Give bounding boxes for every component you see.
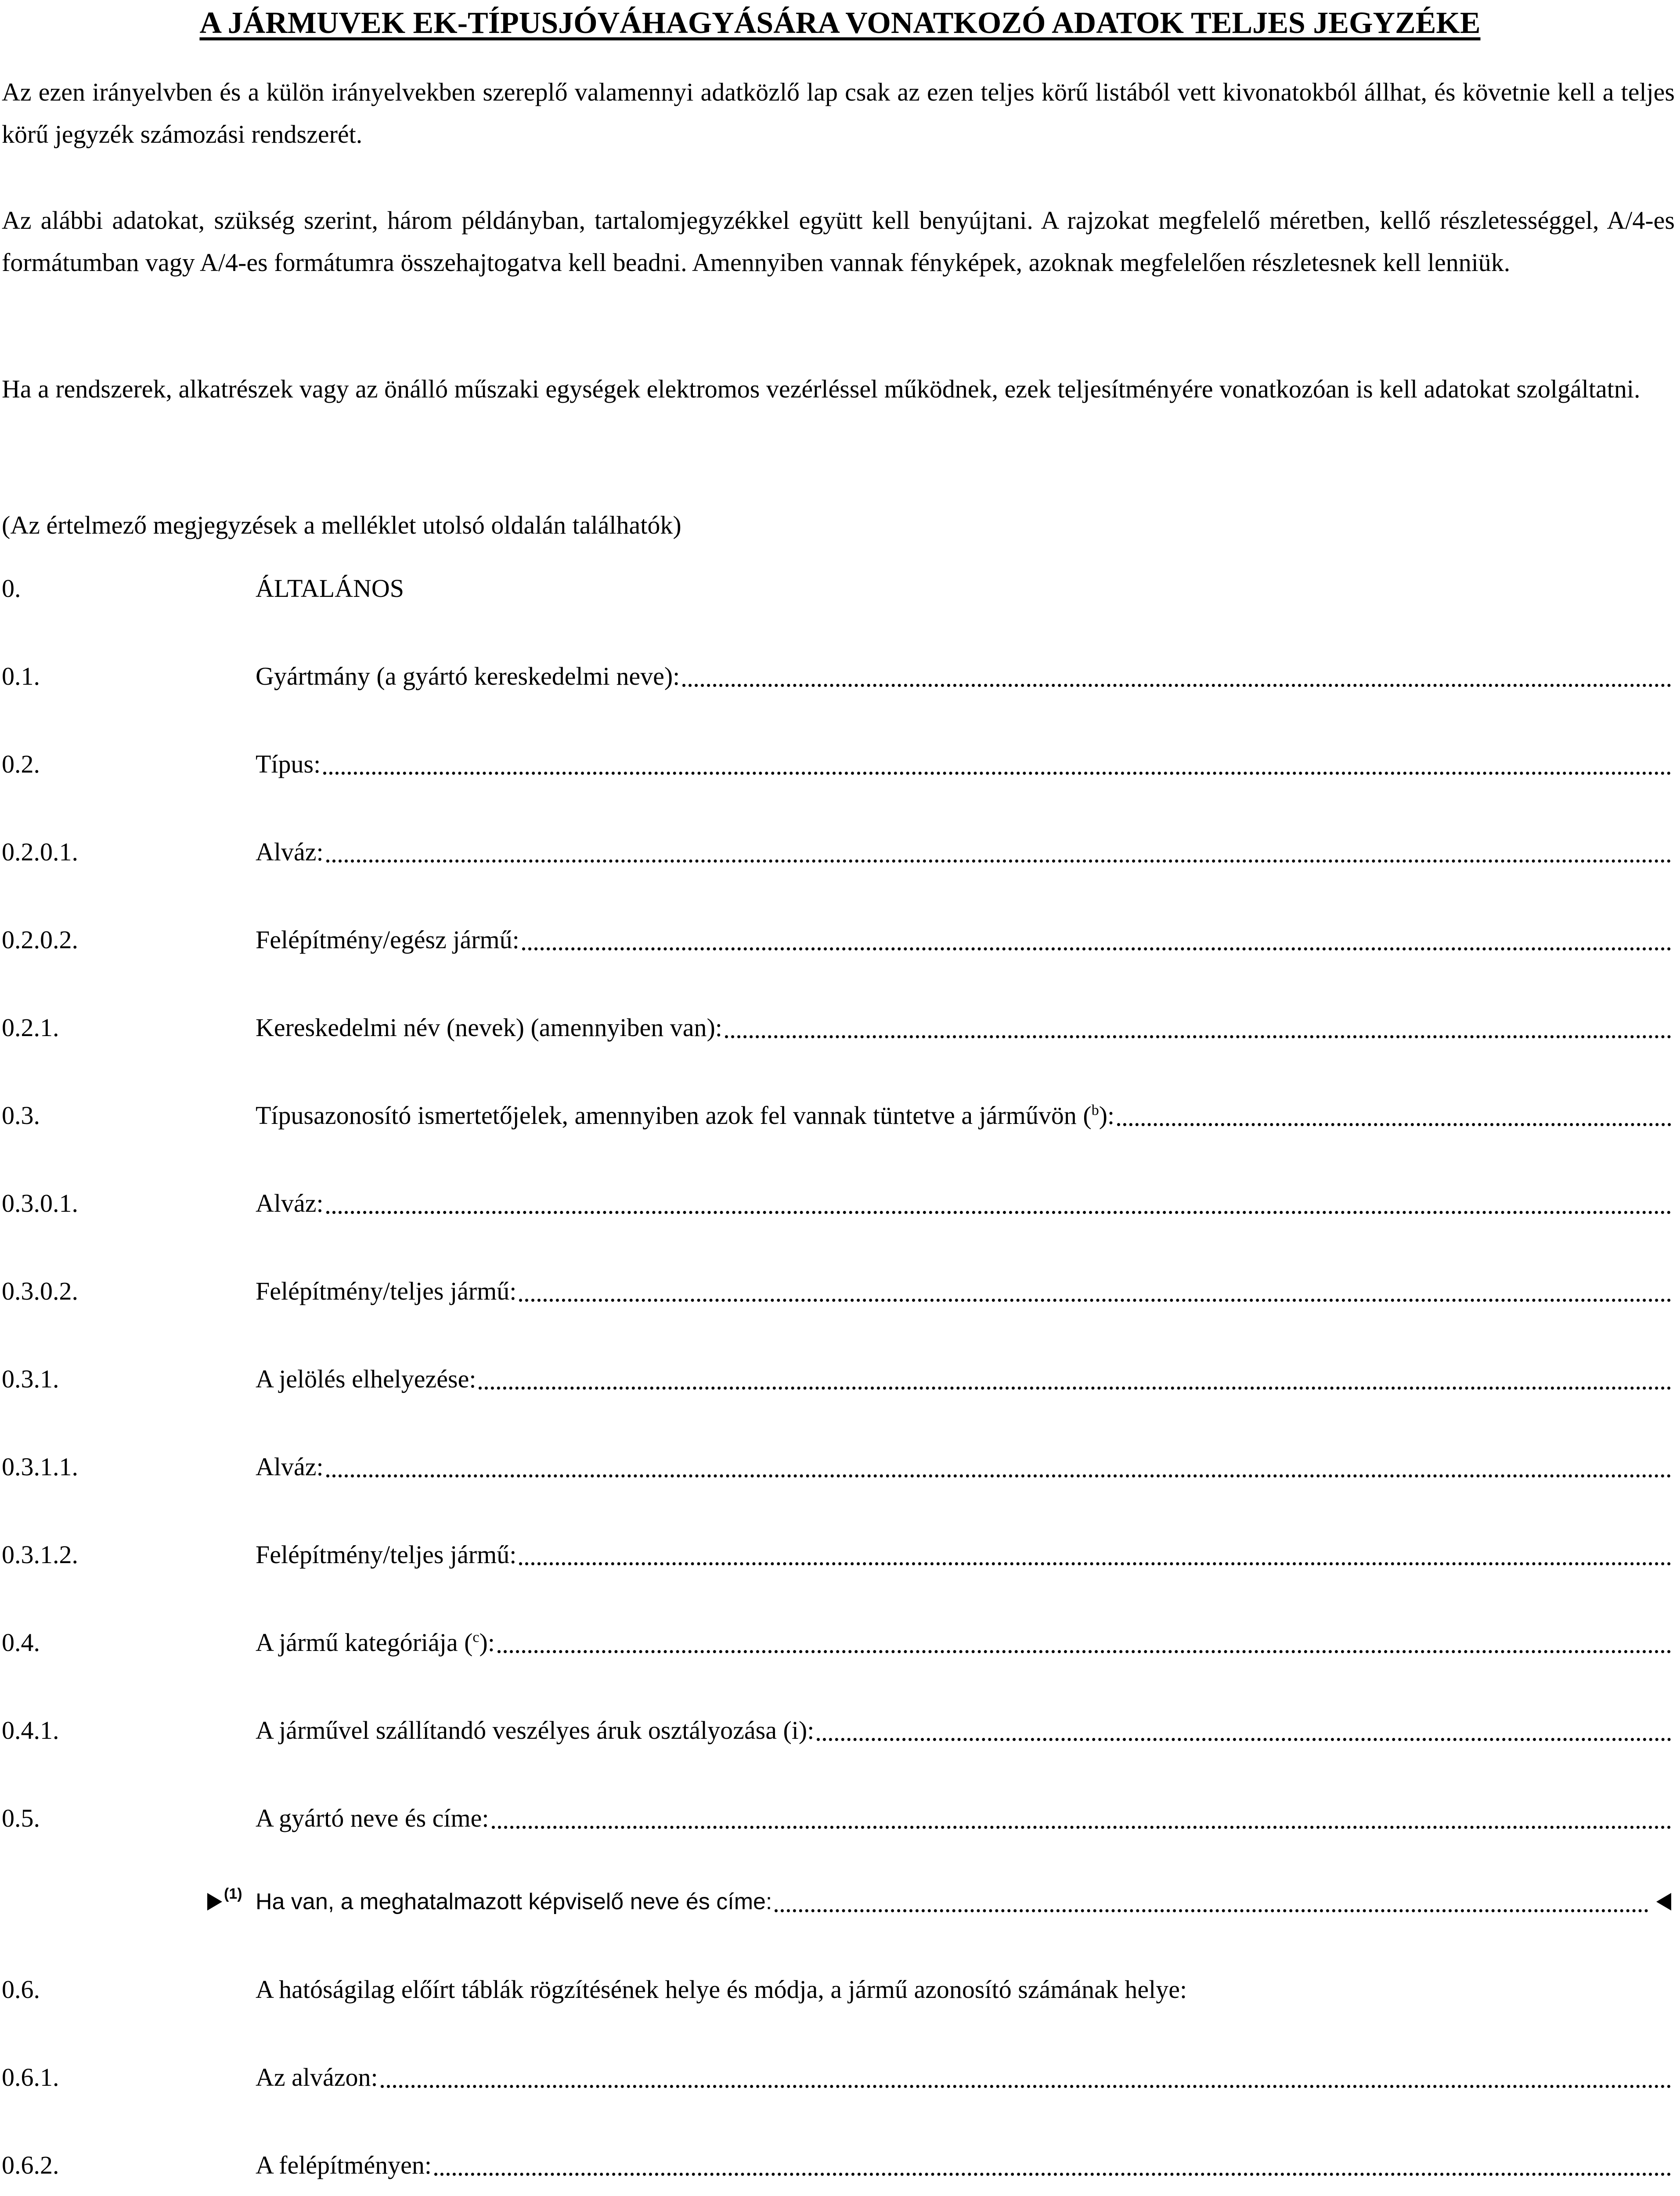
- intro-note: (Az értelmező megjegyzések a melléklet utolsó oldalán találhatók): [2, 511, 681, 539]
- item-number: 0.2.: [2, 750, 40, 778]
- fill-in-line[interactable]: [775, 1909, 1648, 1912]
- item-number: 0.2.0.2.: [2, 925, 78, 954]
- form-item-0-4-1: [2, 1708, 1675, 1752]
- item-label: Az alvázon:: [256, 2063, 378, 2091]
- item-number: 0.3.0.2.: [2, 1277, 78, 1305]
- form-item-0-3-0-2: [2, 1269, 1675, 1313]
- item-label: A jelölés elhelyezése:: [256, 1365, 476, 1393]
- item-label: Gyártmány (a gyártó kereskedelmi neve):: [256, 662, 680, 690]
- item-number: 0.1.: [2, 662, 40, 690]
- fill-in-line[interactable]: [434, 2173, 1671, 2176]
- fill-in-line[interactable]: [725, 1035, 1671, 1038]
- item-number: 0.4.1.: [2, 1716, 59, 1745]
- fill-in-line[interactable]: [498, 1650, 1671, 1653]
- intro-paragraph-1: Az ezen irányelvben és a külön irányelvekben szereplő valamennyi adatközlő lap csak az ezen teljes körű listából vett kivonatokból állhat, és követnie kell a teljes körű jegyzék számozási rendszerét.: [2, 78, 1675, 148]
- form-item-0-4: [2, 1621, 1675, 1665]
- form-item-0-3: [2, 1094, 1675, 1138]
- item-number: 0.3.1.2.: [2, 1540, 78, 1569]
- fill-in-line[interactable]: [323, 772, 1671, 775]
- fill-in-line[interactable]: [817, 1738, 1671, 1741]
- form-item-0-2-0-1: [2, 830, 1675, 874]
- footnote-ref: c: [472, 1629, 479, 1646]
- fill-in-line[interactable]: [522, 947, 1671, 950]
- item-label: Típusazonosító ismertetőjelek, amennyiben azok fel vannak tüntetve a járművön ($^b$):: [256, 1101, 1115, 1130]
- form-item-0-6-2: [2, 2143, 1675, 2187]
- item-label: A járművel szállítandó veszélyes áruk osztályozása (i):: [256, 1716, 815, 1745]
- item-label: A jármű kategóriája ($^c$):: [256, 1628, 495, 1657]
- fill-in-line[interactable]: [326, 1211, 1671, 1214]
- item-label: Alváz:: [256, 1189, 324, 1217]
- fill-in-line[interactable]: [326, 860, 1671, 863]
- fill-in-line[interactable]: [519, 1299, 1671, 1302]
- item-label: Ha van, a meghatalmazott képviselő neve és címe:: [256, 1889, 772, 1914]
- form-item-0-2-1: [2, 1006, 1675, 1050]
- item-number: 0.6.1.: [2, 2063, 59, 2091]
- item-number: 0.6.2.: [2, 2151, 59, 2179]
- item-label: Felépítmény/teljes jármű:: [256, 1540, 517, 1569]
- item-label: Típus:: [256, 750, 321, 778]
- item-number: 0.2.1.: [2, 1013, 59, 1042]
- form-item-0-6-1: [2, 2055, 1675, 2099]
- form-item-0-5: [2, 1796, 1675, 1840]
- form-item-0-3-1-1: [2, 1445, 1675, 1489]
- item-number: 0.5.: [2, 1804, 40, 1832]
- footnote-ref: b: [1091, 1102, 1099, 1119]
- amendment-end-triangle-icon: [1656, 1893, 1671, 1911]
- item-number: 0.3.0.1.: [2, 1189, 78, 1217]
- fill-in-line[interactable]: [682, 684, 1671, 687]
- form-item-0-3-1: [2, 1357, 1675, 1401]
- item-label: A gyártó neve és címe:: [256, 1804, 489, 1832]
- item-label: Alváz:: [256, 1452, 324, 1481]
- item-number: 0.3.1.1.: [2, 1452, 78, 1481]
- form-item-0-2: [2, 742, 1675, 786]
- fill-in-line[interactable]: [492, 1826, 1672, 1829]
- fill-in-line[interactable]: [326, 1474, 1671, 1477]
- item-label: A felépítményen:: [256, 2151, 432, 2179]
- fill-in-line[interactable]: [1117, 1123, 1671, 1126]
- item-number: 0.4.: [2, 1628, 40, 1657]
- section-number: 0.: [2, 574, 21, 603]
- section-title: ÁLTALÁNOS: [256, 574, 404, 603]
- page-title: A JÁRMUVEK EK-TÍPUSJÓVÁHAGYÁSÁRA VONATKOZÓ ADATOK TELJES JEGYZÉKE: [199, 6, 1481, 40]
- amendment-start-triangle-icon: [207, 1893, 222, 1911]
- form-item-0-3-1-2: [2, 1533, 1675, 1577]
- form-item-0-6: [2, 1968, 1675, 2012]
- intro-paragraph-3: Ha a rendszerek, alkatrészek vagy az önálló műszaki egységek elektromos vezérléssel működnek, ezek teljesítményére vonatkozóan is kell adatokat szolgáltatni.: [2, 375, 1640, 403]
- section-heading-0: [2, 567, 1675, 610]
- form-item-0-1: [2, 654, 1675, 698]
- item-label: Felépítmény/egész jármű:: [256, 925, 519, 954]
- item-number: 0.6.: [2, 1975, 40, 2004]
- fill-in-line[interactable]: [479, 1387, 1671, 1390]
- item-label: A hatóságilag előírt táblák rögzítésének helye és módja, a jármű azonosító számának helye:: [256, 1975, 1187, 2004]
- intro-paragraph-2: Az alábbi adatokat, szükség szerint, három példányban, tartalomjegyzékkel együtt kell benyújtani. A rajzokat megfelelő méretben, kellő részletességgel, A/4-es formátumban vagy A/4-es formátumra összehajtogatva kell beadni. Amennyiben vannak fényképek, azoknak megfelelően részletesnek kell lenniük.: [2, 206, 1675, 277]
- item-label: Alváz:: [256, 838, 324, 866]
- amendment-marker: (1): [224, 1885, 242, 1902]
- fill-in-line[interactable]: [519, 1562, 1671, 1565]
- item-label: Felépítmény/teljes jármű:: [256, 1277, 517, 1305]
- item-number: 0.2.0.1.: [2, 838, 78, 866]
- form-item-0-2-0-2: [2, 918, 1675, 962]
- fill-in-line[interactable]: [381, 2085, 1671, 2088]
- form-item-0-3-0-1: [2, 1181, 1675, 1225]
- item-number: 0.3.: [2, 1101, 40, 1130]
- item-label: Kereskedelmi név (nevek) (amennyiben van):: [256, 1013, 722, 1042]
- item-number: 0.3.1.: [2, 1365, 59, 1393]
- amendment-row: [2, 1880, 1675, 1924]
